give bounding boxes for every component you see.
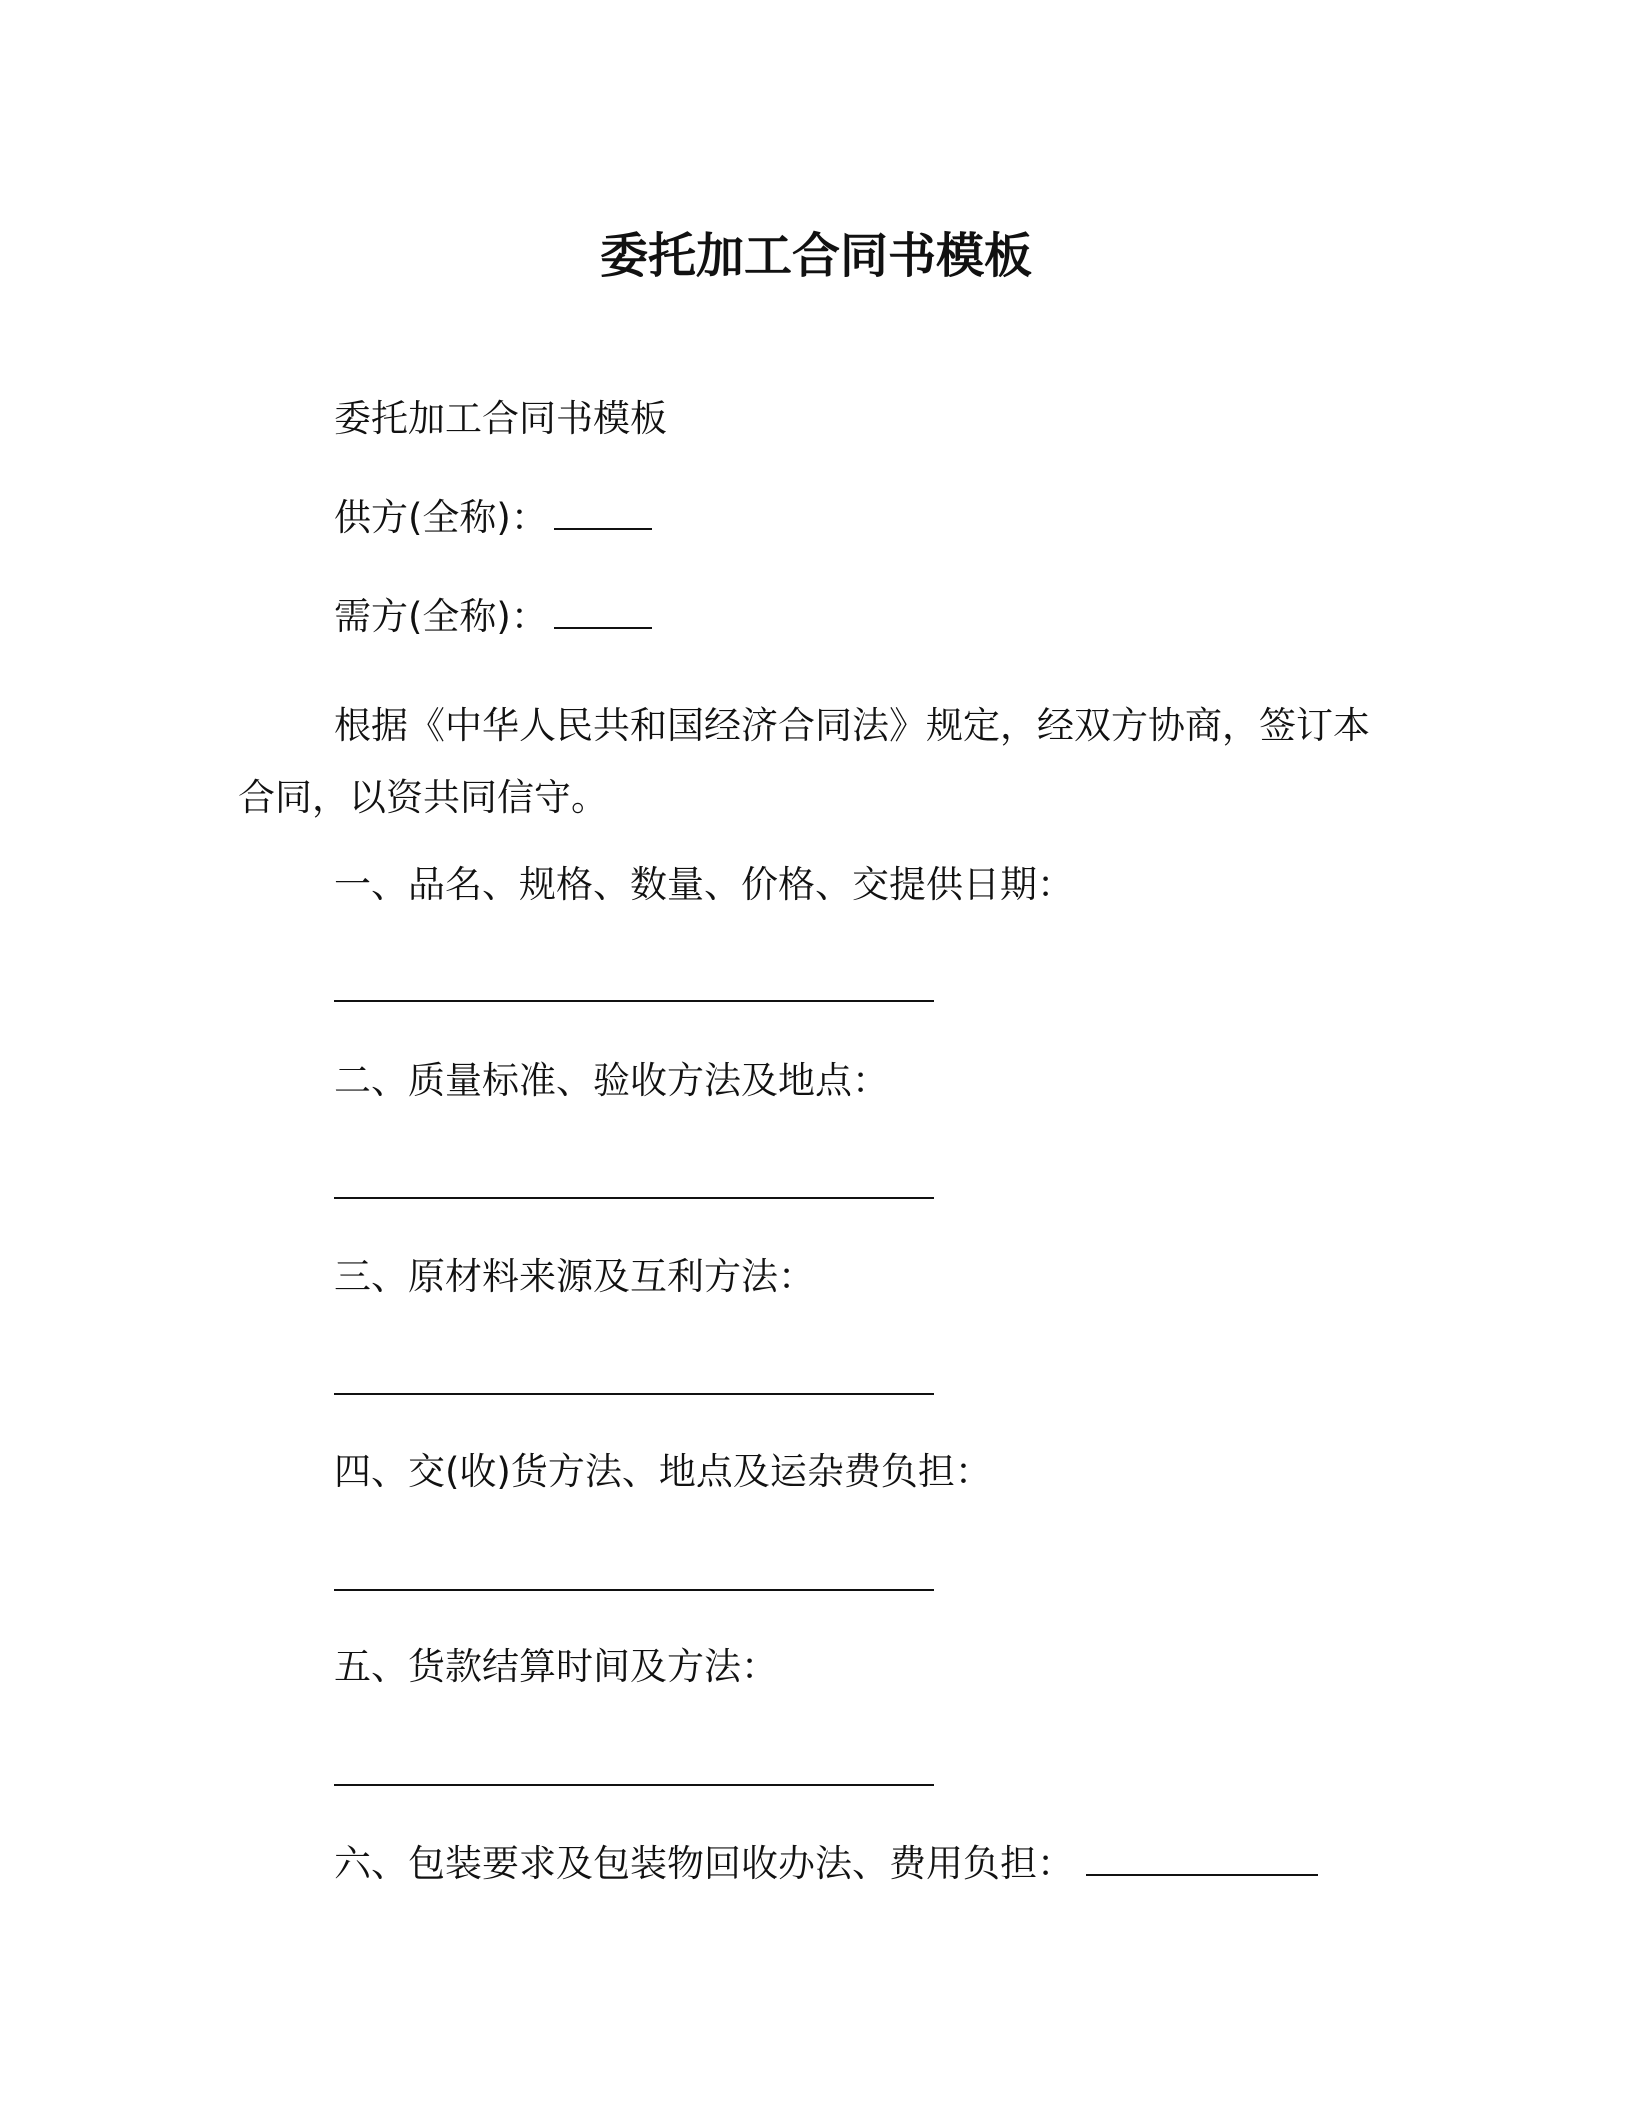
section-6-line: [334, 1838, 1318, 1889]
section-4-blank-line: [334, 1589, 934, 1591]
section-6-heading: 六、包装要求及包装物回收办法、费用负担：: [334, 1842, 1074, 1885]
supplier-label: 供方(全称)：: [334, 496, 548, 539]
intro-line-1: 根据《中华人民共和国经济合同法》规定，经双方协商，签订本: [334, 704, 1370, 747]
document-subtitle: 委托加工合同书模板: [334, 397, 667, 440]
supplier-blank: [554, 492, 652, 530]
section-1-blank-line: [334, 1000, 934, 1002]
section-3-heading: 三、原材料来源及互利方法：: [334, 1255, 815, 1298]
section-5-blank-line: [334, 1784, 934, 1786]
buyer-blank: [554, 591, 652, 629]
section-2-blank-line: [334, 1197, 934, 1199]
intro-line-2: 合同，以资共同信守。: [238, 776, 608, 819]
section-4-heading: 四、交(收)货方法、地点及运杂费负担：: [334, 1450, 992, 1493]
section-5-heading: 五、货款结算时间及方法：: [334, 1645, 778, 1688]
section-3-blank-line: [334, 1393, 934, 1395]
buyer-label: 需方(全称)：: [334, 595, 548, 638]
document-title: 委托加工合同书模板: [599, 228, 1032, 284]
section-6-blank: [1086, 1838, 1318, 1876]
buyer-line: [334, 591, 652, 642]
section-2-heading: 二、质量标准、验收方法及地点：: [334, 1059, 889, 1102]
intro-paragraph: [238, 690, 1398, 834]
section-1-heading: 一、品名、规格、数量、价格、交提供日期：: [334, 863, 1074, 906]
supplier-line: [334, 492, 652, 543]
